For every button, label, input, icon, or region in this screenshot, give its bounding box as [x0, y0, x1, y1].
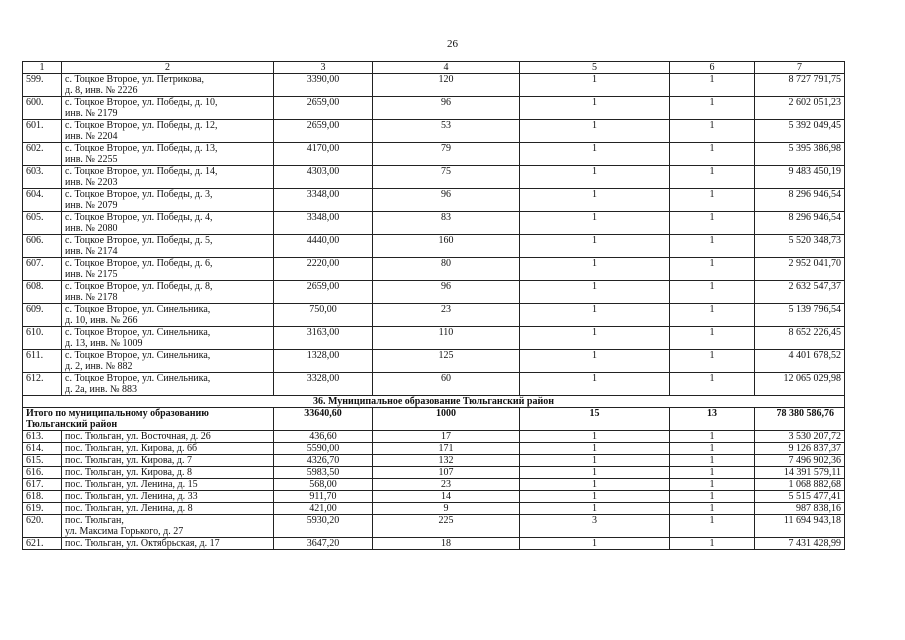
- column-6-value: 1: [670, 443, 755, 455]
- total-value: 11 694 943,18: [755, 515, 845, 538]
- section-title-row: [23, 396, 845, 408]
- column-4-value: 96: [373, 97, 520, 120]
- column-5-value: 1: [520, 479, 670, 491]
- column-6-value: 1: [670, 97, 755, 120]
- column-5-value: 1: [520, 189, 670, 212]
- column-4-value: 132: [373, 455, 520, 467]
- area-value: 4440,00: [274, 235, 373, 258]
- row-number: 616.: [23, 467, 62, 479]
- area-value: 3348,00: [274, 189, 373, 212]
- row-number: 602.: [23, 143, 62, 166]
- total-value: 14 391 579,11: [755, 467, 845, 479]
- address-line: пос. Тюльган, ул. Ленина, д. 8: [65, 503, 193, 514]
- column-5-value: 1: [520, 143, 670, 166]
- total-value: 2 952 041,70: [755, 258, 845, 281]
- address-cell: [62, 166, 274, 189]
- area-value: 911,70: [274, 491, 373, 503]
- area-value: 5590,00: [274, 443, 373, 455]
- column-5-value: 1: [520, 74, 670, 97]
- column-5-value: 1: [520, 258, 670, 281]
- address-cell: [62, 479, 274, 491]
- address-line: с. Тоцкое Второе, ул. Петрикова,: [65, 74, 204, 85]
- column-6-value: 1: [670, 235, 755, 258]
- column-number-1: 1: [23, 62, 62, 74]
- row-number: 621.: [23, 538, 62, 550]
- summary-total: 78 380 586,76: [755, 408, 845, 431]
- column-6-value: 1: [670, 120, 755, 143]
- address-line: с. Тоцкое Второе, ул. Победы, д. 3,: [65, 189, 213, 200]
- address-line: с. Тоцкое Второе, ул. Победы, д. 13,: [65, 143, 218, 154]
- row-number: 599.: [23, 74, 62, 97]
- address-line: с. Тоцкое Второе, ул. Синельника,: [65, 304, 211, 315]
- column-4-value: 17: [373, 431, 520, 443]
- section-title: 36. Муниципальное образование Тюльганский район: [23, 396, 845, 408]
- address-line: пос. Тюльган, ул. Кирова, д. 7: [65, 455, 193, 466]
- address-line: пос. Тюльган, ул. Восточная, д. 26: [65, 431, 211, 442]
- area-value: 436,60: [274, 431, 373, 443]
- column-4-value: 75: [373, 166, 520, 189]
- column-5-value: 1: [520, 235, 670, 258]
- total-value: 7 431 428,99: [755, 538, 845, 550]
- table-row: [23, 479, 845, 491]
- column-5-value: 1: [520, 373, 670, 396]
- column-5-value: 1: [520, 443, 670, 455]
- area-value: 3328,00: [274, 373, 373, 396]
- column-5-value: 1: [520, 491, 670, 503]
- row-number: 606.: [23, 235, 62, 258]
- address-line: с. Тоцкое Второе, ул. Синельника,: [65, 373, 211, 384]
- column-number-5: 5: [520, 62, 670, 74]
- address-line: инв. № 2175: [65, 269, 118, 280]
- area-value: 3647,20: [274, 538, 373, 550]
- column-4-value: 171: [373, 443, 520, 455]
- table-row: [23, 431, 845, 443]
- address-cell: [62, 515, 274, 538]
- total-value: 987 838,16: [755, 503, 845, 515]
- row-number: 614.: [23, 443, 62, 455]
- address-line: д. 2а, инв. № 883: [65, 384, 137, 395]
- address-line: с. Тоцкое Второе, ул. Победы, д. 4,: [65, 212, 213, 223]
- column-5-value: 1: [520, 538, 670, 550]
- column-5-value: 1: [520, 327, 670, 350]
- address-line: пос. Тюльган, ул. Кирова, д. 8: [65, 467, 193, 478]
- total-value: 5 520 348,73: [755, 235, 845, 258]
- column-4-value: 80: [373, 258, 520, 281]
- summary-row: [23, 408, 845, 431]
- address-line: инв. № 2080: [65, 223, 118, 234]
- row-number: 601.: [23, 120, 62, 143]
- address-line: ул. Максима Горького, д. 27: [65, 526, 184, 537]
- column-6-value: 1: [670, 166, 755, 189]
- table-row: [23, 373, 845, 396]
- total-value: 7 496 902,36: [755, 455, 845, 467]
- area-value: 4303,00: [274, 166, 373, 189]
- column-6-value: 1: [670, 304, 755, 327]
- address-cell: [62, 327, 274, 350]
- column-number-2: 2: [62, 62, 274, 74]
- address-line: с. Тоцкое Второе, ул. Победы, д. 12,: [65, 120, 218, 131]
- address-line: д. 10, инв. № 266: [65, 315, 138, 326]
- column-6-value: 1: [670, 212, 755, 235]
- total-value: 8 296 946,54: [755, 212, 845, 235]
- table-row: [23, 120, 845, 143]
- summary-column-4: 1000: [373, 408, 520, 431]
- column-4-value: 225: [373, 515, 520, 538]
- table-row: [23, 212, 845, 235]
- row-number: 610.: [23, 327, 62, 350]
- total-value: 5 515 477,41: [755, 491, 845, 503]
- address-line: д. 13, инв. № 1009: [65, 338, 143, 349]
- address-line: пос. Тюльган, ул. Ленина, д. 15: [65, 479, 198, 490]
- table-row: [23, 166, 845, 189]
- column-number-6: 6: [670, 62, 755, 74]
- summary-column-6: 13: [670, 408, 755, 431]
- table-row: [23, 491, 845, 503]
- address-line: инв. № 2203: [65, 177, 118, 188]
- column-4-value: 53: [373, 120, 520, 143]
- column-6-value: 1: [670, 189, 755, 212]
- row-number: 619.: [23, 503, 62, 515]
- address-cell: [62, 455, 274, 467]
- area-value: 750,00: [274, 304, 373, 327]
- summary-label: [23, 408, 274, 431]
- address-line: инв. № 2079: [65, 200, 118, 211]
- column-5-value: 1: [520, 503, 670, 515]
- area-value: 3348,00: [274, 212, 373, 235]
- column-4-value: 96: [373, 189, 520, 212]
- total-value: 2 632 547,37: [755, 281, 845, 304]
- table-row: [23, 515, 845, 538]
- column-6-value: 1: [670, 455, 755, 467]
- area-value: 4170,00: [274, 143, 373, 166]
- total-value: 5 392 049,45: [755, 120, 845, 143]
- address-cell: [62, 212, 274, 235]
- column-4-value: 9: [373, 503, 520, 515]
- address-line: пос. Тюльган, ул. Ленина, д. 33: [65, 491, 198, 502]
- column-number-header-row: [23, 62, 845, 74]
- table-row: [23, 443, 845, 455]
- address-line: инв. № 2255: [65, 154, 118, 165]
- row-number: 603.: [23, 166, 62, 189]
- table-row: [23, 189, 845, 212]
- column-5-value: 1: [520, 467, 670, 479]
- table-row: [23, 538, 845, 550]
- row-number: 607.: [23, 258, 62, 281]
- column-4-value: 110: [373, 327, 520, 350]
- address-cell: [62, 189, 274, 212]
- column-4-value: 14: [373, 491, 520, 503]
- column-5-value: 1: [520, 120, 670, 143]
- row-number: 604.: [23, 189, 62, 212]
- column-6-value: 1: [670, 479, 755, 491]
- row-number: 609.: [23, 304, 62, 327]
- column-4-value: 83: [373, 212, 520, 235]
- total-value: 8 296 946,54: [755, 189, 845, 212]
- total-value: 9 126 837,37: [755, 443, 845, 455]
- address-line: инв. № 2178: [65, 292, 118, 303]
- total-value: 12 065 029,98: [755, 373, 845, 396]
- total-value: 1 068 882,68: [755, 479, 845, 491]
- area-value: 2659,00: [274, 120, 373, 143]
- area-value: 2659,00: [274, 281, 373, 304]
- address-cell: [62, 503, 274, 515]
- address-line: с. Тоцкое Второе, ул. Победы, д. 6,: [65, 258, 213, 269]
- column-5-value: 1: [520, 212, 670, 235]
- column-6-value: 1: [670, 258, 755, 281]
- column-6-value: 1: [670, 515, 755, 538]
- row-number: 617.: [23, 479, 62, 491]
- column-6-value: 1: [670, 431, 755, 443]
- area-value: 5983,50: [274, 467, 373, 479]
- address-cell: [62, 258, 274, 281]
- total-value: 5 395 386,98: [755, 143, 845, 166]
- area-value: 421,00: [274, 503, 373, 515]
- column-6-value: 1: [670, 373, 755, 396]
- row-number: 600.: [23, 97, 62, 120]
- address-line: пос. Тюльган, ул. Октябрьская, д. 17: [65, 538, 220, 549]
- address-cell: [62, 431, 274, 443]
- address-line: с. Тоцкое Второе, ул. Синельника,: [65, 327, 211, 338]
- total-value: 8 727 791,75: [755, 74, 845, 97]
- address-cell: [62, 143, 274, 166]
- row-number: 620.: [23, 515, 62, 538]
- column-6-value: 1: [670, 467, 755, 479]
- address-cell: [62, 74, 274, 97]
- table-row: [23, 350, 845, 373]
- address-line: инв. № 2174: [65, 246, 118, 257]
- column-number-3: 3: [274, 62, 373, 74]
- column-6-value: 1: [670, 74, 755, 97]
- column-5-value: 1: [520, 455, 670, 467]
- address-line: с. Тоцкое Второе, ул. Победы, д. 5,: [65, 235, 213, 246]
- column-5-value: 1: [520, 350, 670, 373]
- area-value: 3390,00: [274, 74, 373, 97]
- address-cell: [62, 120, 274, 143]
- column-number-7: 7: [755, 62, 845, 74]
- column-4-value: 18: [373, 538, 520, 550]
- column-6-value: 1: [670, 491, 755, 503]
- address-line: д. 8, инв. № 2226: [65, 85, 138, 96]
- registry-table: [22, 61, 845, 550]
- total-value: 5 139 796,54: [755, 304, 845, 327]
- address-cell: [62, 538, 274, 550]
- address-cell: [62, 281, 274, 304]
- column-4-value: 79: [373, 143, 520, 166]
- column-6-value: 1: [670, 503, 755, 515]
- table-row: [23, 258, 845, 281]
- summary-label-line: Тюльганский район: [26, 419, 118, 430]
- column-4-value: 23: [373, 304, 520, 327]
- column-4-value: 120: [373, 74, 520, 97]
- table-row: [23, 97, 845, 120]
- row-number: 613.: [23, 431, 62, 443]
- area-value: 4326,70: [274, 455, 373, 467]
- address-line: пос. Тюльган,: [65, 515, 124, 526]
- table-row: [23, 281, 845, 304]
- address-line: с. Тоцкое Второе, ул. Победы, д. 8,: [65, 281, 213, 292]
- table-row: [23, 304, 845, 327]
- address-line: с. Тоцкое Второе, ул. Победы, д. 14,: [65, 166, 218, 177]
- column-5-value: 1: [520, 97, 670, 120]
- column-6-value: 1: [670, 281, 755, 304]
- column-4-value: 23: [373, 479, 520, 491]
- column-6-value: 1: [670, 538, 755, 550]
- total-value: 3 530 207,72: [755, 431, 845, 443]
- address-line: инв. № 2179: [65, 108, 118, 119]
- address-line: пос. Тюльган, ул. Кирова, д. 6б: [65, 443, 198, 454]
- summary-label-line: Итого по муниципальному образованию: [26, 408, 209, 419]
- column-4-value: 107: [373, 467, 520, 479]
- area-value: 5930,20: [274, 515, 373, 538]
- page-number: 26: [447, 38, 458, 50]
- row-number: 615.: [23, 455, 62, 467]
- address-line: д. 2, инв. № 882: [65, 361, 133, 372]
- table-row: [23, 327, 845, 350]
- column-number-4: 4: [373, 62, 520, 74]
- area-value: 2220,00: [274, 258, 373, 281]
- address-cell: [62, 235, 274, 258]
- column-6-value: 1: [670, 143, 755, 166]
- column-6-value: 1: [670, 350, 755, 373]
- table-row: [23, 235, 845, 258]
- area-value: 1328,00: [274, 350, 373, 373]
- column-5-value: 1: [520, 166, 670, 189]
- row-number: 612.: [23, 373, 62, 396]
- address-cell: [62, 467, 274, 479]
- table-row: [23, 74, 845, 97]
- address-cell: [62, 373, 274, 396]
- summary-column-5: 15: [520, 408, 670, 431]
- total-value: 4 401 678,52: [755, 350, 845, 373]
- row-number: 605.: [23, 212, 62, 235]
- address-line: инв. № 2204: [65, 131, 118, 142]
- table-row: [23, 467, 845, 479]
- table-row: [23, 143, 845, 166]
- row-number: 611.: [23, 350, 62, 373]
- address-cell: [62, 97, 274, 120]
- address-cell: [62, 304, 274, 327]
- total-value: 2 602 051,23: [755, 97, 845, 120]
- column-4-value: 60: [373, 373, 520, 396]
- address-line: с. Тоцкое Второе, ул. Синельника,: [65, 350, 211, 361]
- table-row: [23, 455, 845, 467]
- area-value: 568,00: [274, 479, 373, 491]
- address-cell: [62, 491, 274, 503]
- area-value: 3163,00: [274, 327, 373, 350]
- row-number: 618.: [23, 491, 62, 503]
- column-5-value: 1: [520, 304, 670, 327]
- summary-area: 33640,60: [274, 408, 373, 431]
- address-line: с. Тоцкое Второе, ул. Победы, д. 10,: [65, 97, 218, 108]
- area-value: 2659,00: [274, 97, 373, 120]
- total-value: 9 483 450,19: [755, 166, 845, 189]
- total-value: 8 652 226,45: [755, 327, 845, 350]
- column-4-value: 125: [373, 350, 520, 373]
- registry-table-body: [23, 62, 845, 550]
- column-4-value: 96: [373, 281, 520, 304]
- column-5-value: 1: [520, 281, 670, 304]
- column-5-value: 3: [520, 515, 670, 538]
- address-cell: [62, 443, 274, 455]
- row-number: 608.: [23, 281, 62, 304]
- column-5-value: 1: [520, 431, 670, 443]
- column-4-value: 160: [373, 235, 520, 258]
- column-6-value: 1: [670, 327, 755, 350]
- address-cell: [62, 350, 274, 373]
- table-row: [23, 503, 845, 515]
